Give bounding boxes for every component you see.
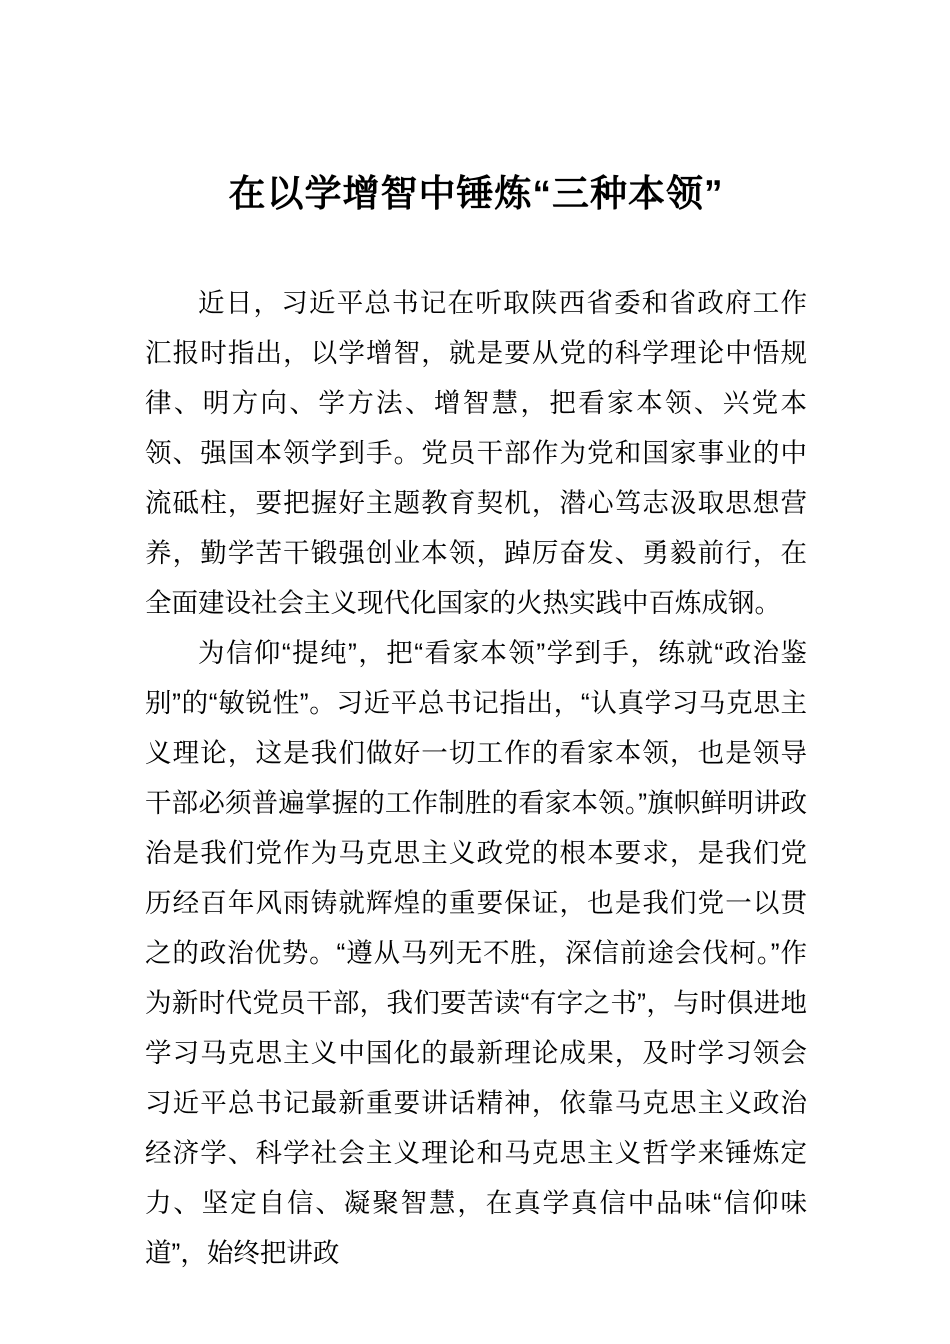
document-body bbox=[145, 278, 807, 1278]
paragraph-1: 近日，习近平总书记在听取陕西省委和省政府工作汇报时指出，以学增智，就是要从党的科学理论中悟规律、明方向、学方法、增智慧，把看家本领、兴党本领、强国本领学到手。党员干部作为党和国家事业的中流砥柱，要把握好主题教育契机，潜心笃志汲取思想营养，勤学苦干锻强创业本领，踔厉奋发、勇毅前行，在全面建设社会主义现代化国家的火热实践中百炼成钢。 bbox=[145, 288, 807, 619]
paragraph-2: 为信仰“提纯”，把“看家本领”学到手，练就“政治鉴别”的“敏锐性”。习近平总书记指出，“认真学习马克思主义理论，这是我们做好一切工作的看家本领，也是领导干部必须普遍掌握的工作制胜的看家本领。”旗帜鲜明讲政治是我们党作为马克思主义政党的根本要求，是我们党历经百年风雨铸就辉煌的重要保证，也是我们党一以贯之的政治优势。“遵从马列无不胜，深信前途会伐柯。”作为新时代党员干部，我们要苦读“有字之书”，与时俱进地学习马克思主义中国化的最新理论成果，及时学习领会习近平总书记最新重要讲话精神，依靠马克思主义政治经济学、科学社会主义理论和马克思主义哲学来锤炼定力、坚定自信、凝聚智慧，在真学真信中品味“信仰味道”，始终把讲政 bbox=[145, 638, 807, 1269]
document-title: 在以学增智中锤炼“三种本领” bbox=[228, 173, 724, 214]
